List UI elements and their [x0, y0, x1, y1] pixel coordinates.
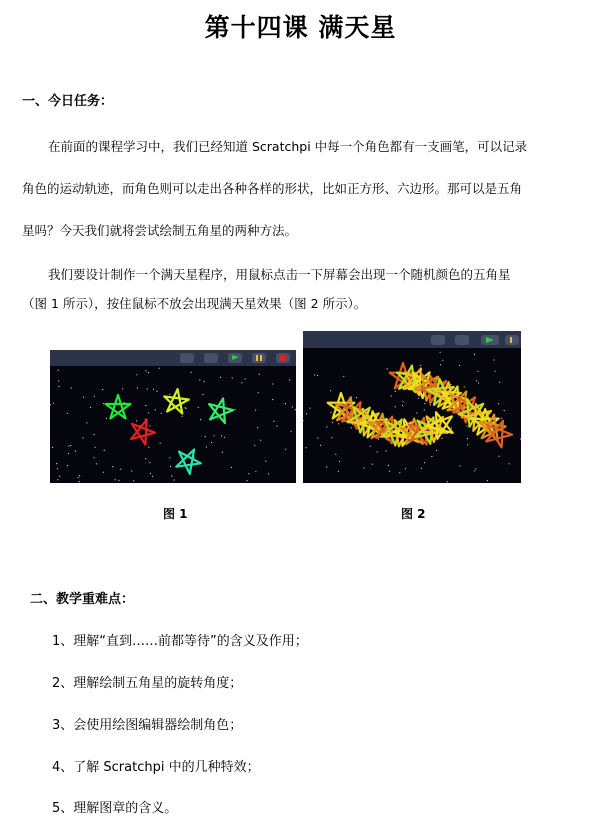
background-star-dot [377, 451, 378, 452]
background-star-dot [493, 359, 494, 360]
background-star-dot [222, 452, 223, 453]
background-star-dot [149, 462, 150, 463]
background-star-dot [112, 466, 113, 467]
background-star-dot [402, 405, 403, 406]
background-star-dot [499, 382, 500, 383]
background-star-dot [122, 388, 123, 389]
background-star-dot [52, 447, 53, 448]
list-item: 2、理解绘制五角星的旋转角度； [52, 676, 243, 691]
background-star-dot [474, 354, 475, 355]
background-star-dot [314, 374, 315, 375]
background-star-dot [161, 413, 162, 414]
background-star-dot [106, 418, 107, 419]
background-star-dot [338, 423, 339, 424]
background-star-dot [257, 427, 258, 428]
star-shape [209, 398, 233, 423]
background-star-dot [217, 418, 218, 419]
star-shape [106, 395, 131, 419]
background-star-dot [115, 479, 116, 480]
stage-toggle-icon [180, 353, 194, 363]
paragraph-1-line: 角色的运动轨迹，而角色则可以走出各种各样的形状，比如正方形、六边形。那可以是五角 [22, 181, 523, 196]
background-star-dot [431, 456, 432, 457]
section1-heading: 一、今日任务： [22, 94, 114, 109]
background-star-dot [152, 476, 153, 477]
background-star-dot [148, 447, 149, 448]
background-star-dot [272, 399, 273, 400]
background-star-dot [389, 471, 390, 472]
pause-icon [256, 355, 258, 361]
background-star-dot [332, 422, 333, 423]
background-star-dot [260, 440, 261, 441]
background-star-dot [235, 409, 236, 410]
background-star-dot [440, 364, 441, 365]
stop-icon [280, 355, 287, 362]
background-star-dot [131, 470, 132, 471]
background-star-dot [82, 437, 83, 438]
background-star-dot [520, 438, 521, 439]
background-star-dot [498, 403, 499, 404]
background-star-dot [58, 380, 59, 381]
background-star-dot [430, 404, 431, 405]
background-star-dot [156, 391, 157, 392]
background-star-dot [501, 418, 502, 419]
page-title: 第十四课 满天星 [204, 13, 397, 42]
background-star-dot [145, 458, 146, 459]
background-star-dot [170, 466, 171, 467]
background-star-dot [451, 427, 452, 428]
paragraph-1 [22, 126, 584, 168]
background-star-dot [326, 466, 327, 467]
background-star-dot [174, 479, 175, 480]
background-star-dot [103, 472, 104, 473]
background-star-dot [118, 480, 119, 481]
background-star-dot [460, 465, 461, 466]
background-star-dot [182, 416, 183, 417]
background-star-dot [145, 405, 146, 406]
list-item: 5、理解图章的含义。 [52, 801, 178, 816]
background-star-dot [356, 397, 357, 398]
list-item: 1、理解“直到……前都等待”的含义及作用； [52, 634, 308, 649]
paragraph-1-cont [22, 168, 584, 252]
background-star-dot [70, 445, 71, 446]
background-star-dot [476, 380, 477, 381]
background-star-dot [94, 447, 95, 448]
background-star-dot [191, 372, 192, 373]
background-star-dot [424, 409, 425, 410]
background-star-dot [385, 450, 386, 451]
list-item: 3、会使用绘图编辑器绘制角色； [52, 718, 243, 733]
background-star-dot [148, 372, 149, 373]
background-star-dot [467, 444, 468, 445]
background-star-dot [185, 407, 186, 408]
background-star-dot [290, 431, 291, 432]
background-star-dot [450, 384, 451, 385]
background-star-dot [254, 445, 255, 446]
background-star-dot [53, 403, 54, 404]
paragraph-1-line: 星吗？今天我们就将尝试绘制五角星的两种方法。 [22, 223, 298, 238]
background-star-dot [255, 410, 256, 411]
background-star-dot [200, 419, 201, 420]
background-star-dot [160, 443, 161, 444]
background-star-dot [326, 426, 327, 427]
background-star-dot [306, 413, 307, 414]
background-star-dot [104, 450, 105, 451]
background-star-dot [421, 468, 422, 469]
list-item: 4、了解 Scratchpi 中的几种特效； [52, 760, 260, 775]
figure-2-stage [303, 331, 521, 483]
background-star-dot [343, 376, 344, 377]
background-star-dot [442, 438, 443, 439]
background-star-dot [83, 397, 84, 398]
background-star-dot [247, 480, 248, 481]
paragraph-2-line: （图 1 所示），按住鼠标不放会出现满天星效果（图 2 所示）。 [22, 296, 367, 311]
background-star-dot [241, 382, 242, 383]
background-star-dot [388, 465, 389, 466]
background-star-dot [255, 471, 256, 472]
background-star-dot [58, 386, 59, 387]
figure-1-stage [50, 350, 296, 483]
figure-1-caption: 图 1 [163, 507, 188, 521]
background-star-dot [103, 403, 104, 404]
background-star-dot [153, 389, 154, 390]
background-star-dot [169, 457, 170, 458]
background-star-dot [150, 473, 151, 474]
paragraph-2-line: 我们要设计制作一个满天星程序，用鼠标点击一下屏幕会出现一个随机颜色的五角星 [48, 267, 511, 282]
background-star-dot [211, 442, 212, 443]
background-star-dot [147, 388, 148, 389]
star-shape [164, 389, 189, 413]
background-star-dot [478, 382, 479, 383]
background-star-dot [90, 407, 91, 408]
background-star-dot [403, 401, 404, 402]
background-star-dot [136, 374, 137, 375]
background-star-dot [224, 437, 225, 438]
background-star-dot [447, 481, 448, 482]
background-star-dot [199, 379, 200, 380]
star-shape [131, 420, 155, 445]
background-star-dot [202, 394, 203, 395]
background-star-dot [499, 456, 500, 457]
background-star-dot [214, 435, 215, 436]
background-star-dot [363, 467, 364, 468]
background-star-dot [285, 449, 286, 450]
pause-icon [510, 337, 512, 343]
background-star-dot [317, 437, 318, 438]
paragraph-1-line: 在前面的课程学习中，我们已经知道 Scratchpi 中每一个角色都有一支画笔，可以记录 [48, 139, 528, 154]
background-star-dot [399, 472, 400, 473]
star-shape [176, 450, 201, 474]
paragraph-2-cont [22, 294, 584, 314]
background-star-dot [273, 421, 274, 422]
background-star-dot [424, 403, 425, 404]
background-star-dot [259, 374, 260, 375]
background-star-dot [420, 365, 421, 366]
background-star-dot [370, 446, 371, 447]
background-star-dot [94, 434, 95, 435]
background-star-dot [292, 406, 293, 407]
background-star-dot [306, 447, 307, 448]
background-star-dot [248, 473, 249, 474]
background-star-dot [272, 383, 273, 384]
background-star-dot [159, 368, 160, 369]
background-star-dot [79, 475, 80, 476]
background-star-dot [221, 435, 222, 436]
background-star-dot [466, 425, 467, 426]
background-star-dot [330, 390, 331, 391]
figure-2-caption: 图 2 [401, 507, 426, 521]
background-star-dot [276, 426, 277, 427]
background-star-dot [339, 461, 340, 462]
background-star-dot [317, 375, 318, 376]
background-star-dot [205, 436, 206, 437]
background-star-dot [59, 476, 60, 477]
background-star-dot [442, 360, 443, 361]
background-star-dot [79, 481, 80, 482]
background-star-dot [94, 396, 95, 397]
background-star-dot [303, 420, 304, 421]
background-star-dot [464, 386, 465, 387]
background-star-dot [335, 454, 336, 455]
background-star-dot [68, 453, 69, 454]
background-star-dot [58, 370, 59, 371]
background-star-dot [136, 420, 137, 421]
background-star-dot [96, 463, 97, 464]
background-star-dot [495, 371, 496, 372]
background-star-dot [231, 467, 232, 468]
background-star-dot [418, 398, 419, 399]
background-star-dot [487, 480, 488, 481]
background-star-dot [395, 391, 396, 392]
background-star-dot [295, 409, 296, 410]
background-star-dot [137, 387, 138, 388]
background-star-dot [338, 471, 339, 472]
background-star-dot [220, 377, 221, 378]
background-star-dot [57, 479, 58, 480]
background-star-dot [78, 477, 79, 478]
background-star-dot [148, 412, 149, 413]
background-star-dot [405, 468, 406, 469]
background-star-dot [149, 425, 150, 426]
background-star-dot [258, 392, 259, 393]
background-star-dot [331, 437, 332, 438]
background-star-dot [372, 464, 373, 465]
background-star-dot [387, 368, 388, 369]
background-star-dot [289, 379, 290, 380]
background-star-dot [133, 480, 134, 481]
background-star-dot [171, 476, 172, 477]
background-star-dot [378, 439, 379, 440]
background-star-dot [416, 412, 417, 413]
background-star-dot [459, 365, 460, 366]
background-star-dot [509, 463, 510, 464]
background-star-dot [440, 352, 441, 353]
section2-heading: 二、教学重难点： [30, 592, 135, 607]
background-star-dot [504, 410, 505, 411]
background-star-dot [86, 422, 87, 423]
background-star-dot [102, 389, 103, 390]
fullscreen-icon [204, 353, 218, 363]
background-star-dot [285, 403, 286, 404]
background-star-dot [145, 370, 146, 371]
background-star-dot [204, 381, 205, 382]
background-star-dot [71, 387, 72, 388]
background-star-dot [474, 470, 475, 471]
background-star-dot [309, 408, 310, 409]
background-star-dot [57, 468, 58, 469]
background-star-dot [67, 413, 68, 414]
background-star-dot [68, 445, 69, 446]
background-star-dot [395, 406, 396, 407]
background-star-dot [94, 457, 95, 458]
background-star-dot [351, 427, 352, 428]
background-star-dot [245, 378, 246, 379]
background-star-dot [120, 469, 121, 470]
background-star-dot [436, 450, 437, 451]
background-star-dot [206, 446, 207, 447]
background-star-dot [320, 445, 321, 446]
background-star-dot [475, 468, 476, 469]
background-star-dot [56, 463, 57, 464]
background-star-dot [467, 438, 468, 439]
background-star-dot [198, 407, 199, 408]
background-star-dot [478, 371, 479, 372]
background-star-dot [169, 394, 170, 395]
background-star-dot [268, 473, 269, 474]
background-star-dot [391, 395, 392, 396]
paragraph-2 [22, 254, 584, 296]
background-star-dot [232, 377, 233, 378]
background-star-dot [75, 451, 76, 452]
background-star-dot [265, 461, 266, 462]
background-star-dot [155, 409, 156, 410]
background-star-dot [67, 465, 68, 466]
background-star-dot [330, 412, 331, 413]
background-star-dot [424, 462, 425, 463]
background-star-dot [50, 404, 51, 405]
